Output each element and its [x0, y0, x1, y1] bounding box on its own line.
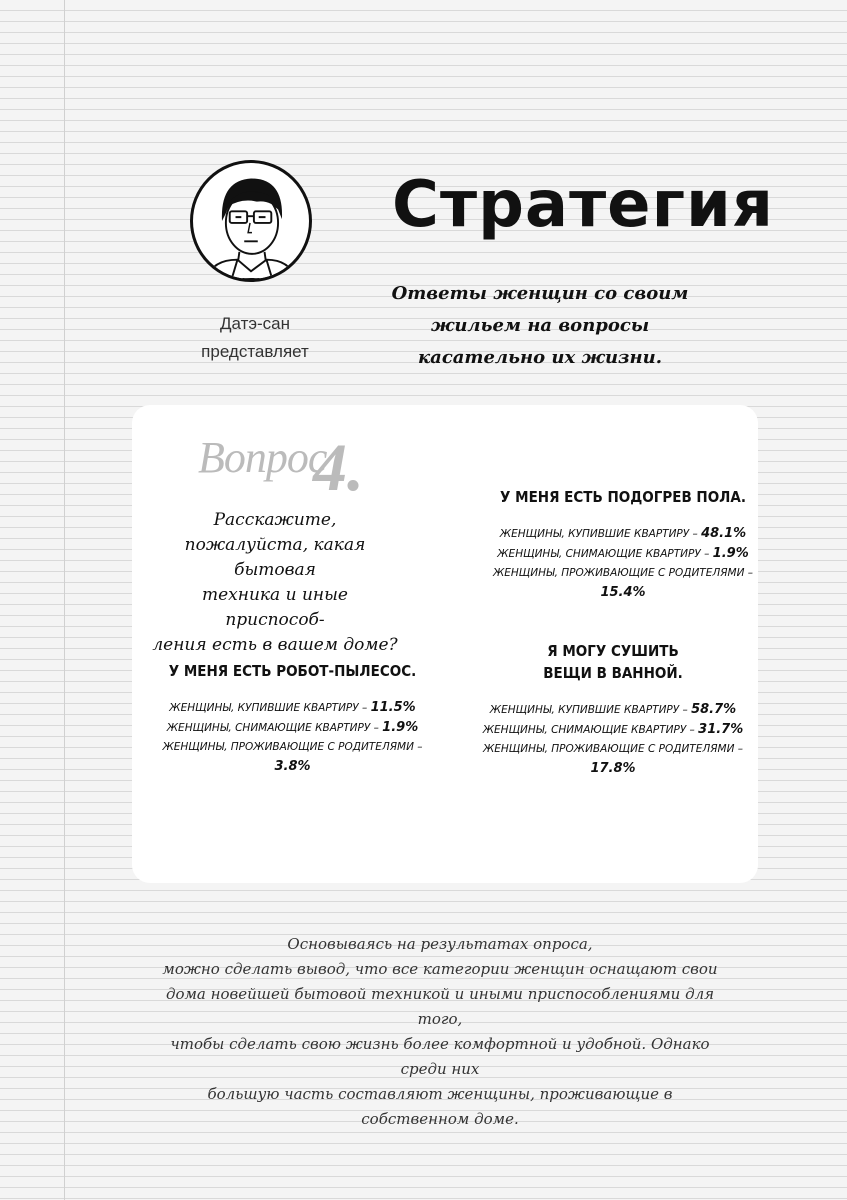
stat-row [478, 544, 768, 564]
page-subtitle [385, 278, 695, 374]
stat-heading-line: ВЕЩИ В ВАННОЙ. [543, 664, 683, 682]
conclusion-line: дома новейшей бытовой техникой и иными приспособлениями для того, [165, 985, 715, 1028]
stat-row-label: ЖЕНЩИНЫ, КУПИВШИЕ КВАРТИРУ – [499, 528, 698, 540]
stat-heading-line: Я МОГУ СУШИТЬ [547, 642, 679, 660]
stat-row-value: 17.8% [590, 761, 636, 776]
stat-row-value: 11.5% [370, 700, 416, 715]
stat-rows [468, 700, 758, 779]
stat-robot-vacuum [150, 660, 435, 777]
stat-row [478, 524, 768, 544]
man-with-glasses-icon [193, 163, 309, 279]
stat-rows [150, 698, 435, 777]
stat-row-label: ЖЕНЩИНЫ, СНИМАЮЩИЕ КВАРТИРУ – [482, 724, 695, 736]
stat-row-value: 58.7% [691, 702, 737, 717]
stat-row-label: ЖЕНЩИНЫ, СНИМАЮЩИЕ КВАРТИРУ – [497, 548, 710, 560]
conclusion-line: большую часть составляют женщины, проживающие в собственном доме. [207, 1085, 673, 1128]
stat-floor-heating [478, 486, 768, 603]
question-line: Расскажите, [213, 510, 337, 530]
page-title: Стратегия [392, 168, 774, 242]
stat-heading-line: У МЕНЯ ЕСТЬ РОБОТ-ПЫЛЕСОС. [168, 662, 417, 680]
stat-rows [478, 524, 768, 603]
presenter-line: представляет [201, 342, 309, 361]
stat-heading [478, 486, 768, 508]
question-label: Вопрос [198, 433, 327, 482]
conclusion-text [160, 932, 720, 1132]
subtitle-line: касательно их жизни. [417, 347, 663, 368]
stat-row-value: 31.7% [698, 722, 744, 737]
stat-row [468, 740, 758, 779]
stat-bathroom-drying [468, 640, 758, 779]
stat-row-value: 15.4% [600, 585, 646, 600]
subtitle-line: Ответы женщин со своим [391, 283, 689, 304]
stat-row-label: ЖЕНЩИНЫ, СНИМАЮЩИЕ КВАРТИРУ – [166, 722, 379, 734]
avatar [190, 160, 312, 282]
presenter-line: Датэ-сан [219, 314, 291, 333]
stat-row [468, 700, 758, 720]
stat-row-label: ЖЕНЩИНЫ, КУПИВШИЕ КВАРТИРУ – [169, 702, 368, 714]
stat-row-label: ЖЕНЩИНЫ, ПРОЖИВАЮЩИЕ С РОДИТЕЛЯМИ – [482, 743, 744, 755]
subtitle-line: жильем на вопросы [430, 315, 650, 336]
stat-row-value: 48.1% [701, 526, 747, 541]
conclusion-line: можно сделать вывод, что все категории женщин оснащают свои [162, 960, 718, 978]
stat-row [150, 698, 435, 718]
question-text [150, 508, 400, 658]
question-line: пожалуйста, какая бытовая [184, 535, 366, 580]
stat-row-value: 3.8% [274, 759, 311, 774]
stat-row-label: ЖЕНЩИНЫ, ПРОЖИВАЮЩИЕ С РОДИТЕЛЯМИ – [492, 567, 754, 579]
stat-row-value: 1.9% [382, 720, 419, 735]
stat-heading [468, 640, 758, 684]
question-number: 4. [313, 429, 364, 505]
stat-row-value: 1.9% [712, 546, 749, 561]
stat-row [468, 720, 758, 740]
stat-heading [150, 660, 435, 682]
notebook-margin-line [64, 0, 65, 1200]
stat-row [150, 738, 435, 777]
stat-heading-line: У МЕНЯ ЕСТЬ ПОДОГРЕВ ПОЛА. [500, 488, 746, 506]
stat-row [478, 564, 768, 603]
stat-row-label: ЖЕНЩИНЫ, ПРОЖИВАЮЩИЕ С РОДИТЕЛЯМИ – [162, 741, 423, 753]
conclusion-line: чтобы сделать свою жизнь более комфортной и удобной. Однако среди них [170, 1035, 710, 1078]
question-line: ления есть в вашем доме? [152, 635, 398, 655]
presenter-caption [185, 310, 325, 366]
stat-row [150, 718, 435, 738]
conclusion-line: Основываясь на результатах опроса, [287, 935, 593, 953]
stat-row-label: ЖЕНЩИНЫ, КУПИВШИЕ КВАРТИРУ – [489, 704, 688, 716]
question-line: техника и иные приспособ- [201, 585, 348, 630]
